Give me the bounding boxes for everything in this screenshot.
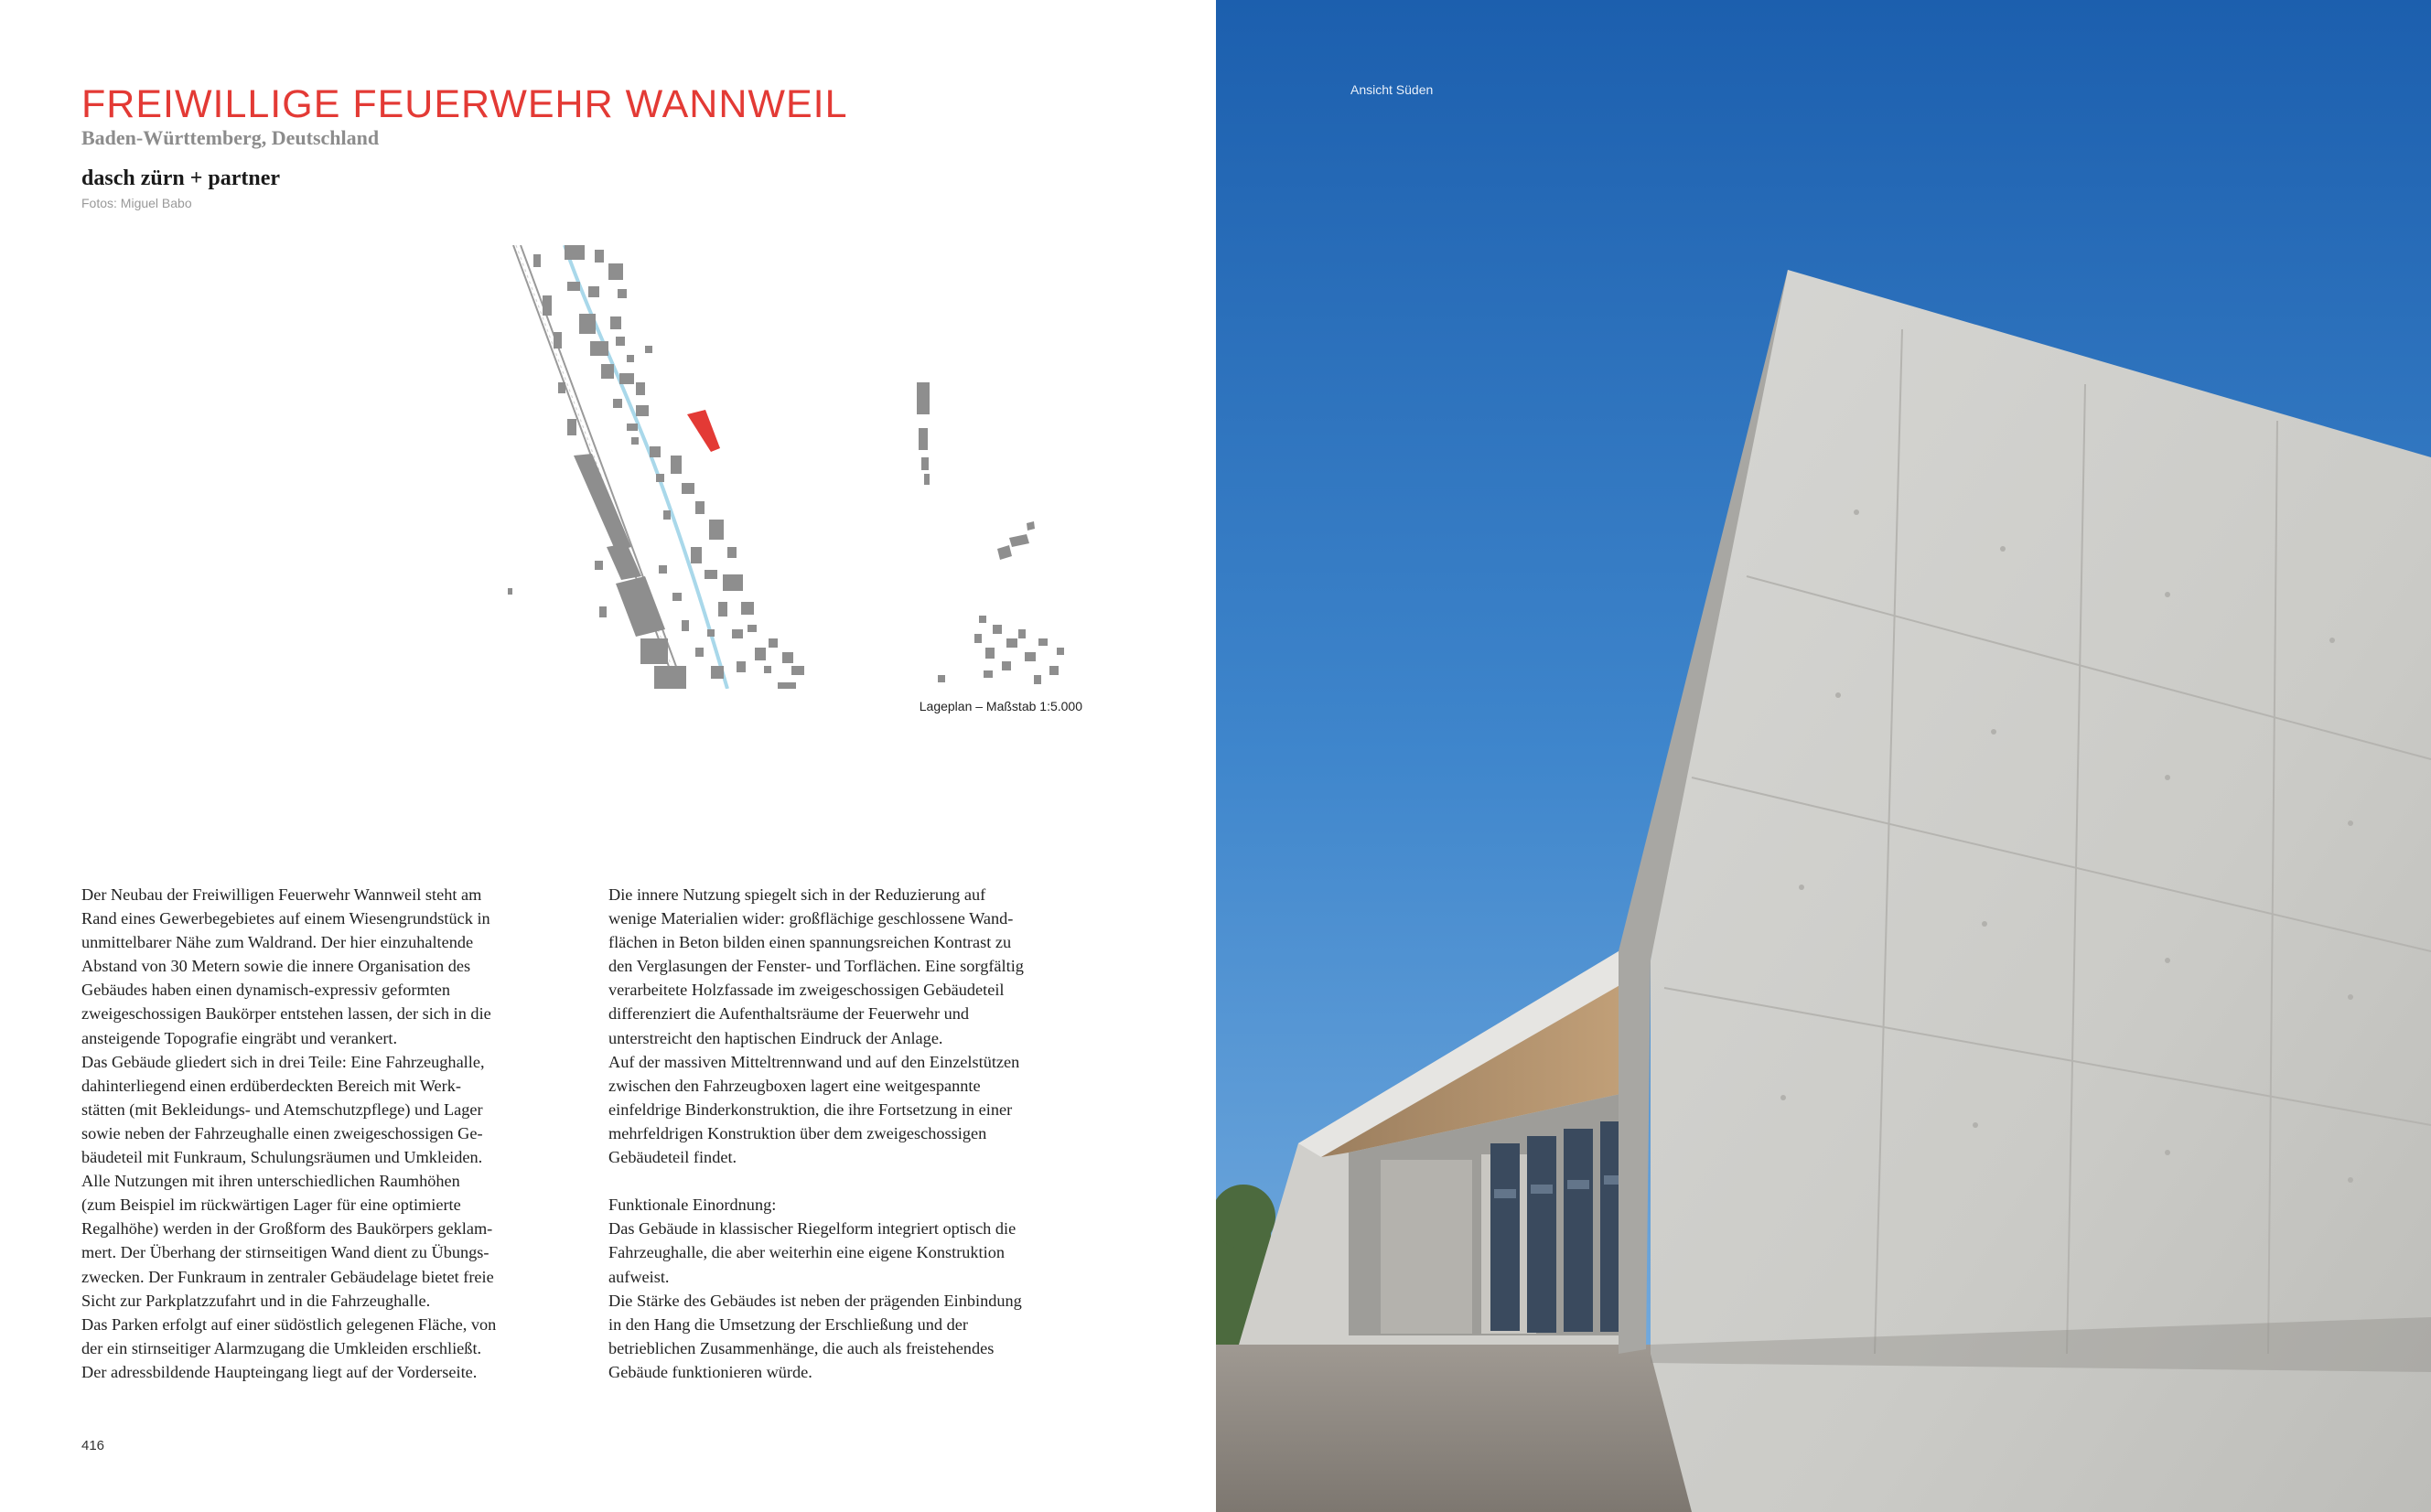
text-line: sowie neben der Fahrzeughalle einen zweigeschossigen Ge-	[81, 1123, 483, 1142]
text-line: dahinterliegend einen erdüberdeckten Bereich mit Werk-	[81, 1076, 461, 1095]
text-line: bäudeteil mit Funkraum, Schulungsräumen und Umkleiden.	[81, 1148, 483, 1167]
site-plan-map	[508, 245, 1084, 689]
text-line: Gebäude funktionieren würde.	[608, 1362, 812, 1381]
text-line: Gebäudes haben einen dynamisch-expressiv geformten	[81, 981, 451, 1000]
text-line: Rand eines Gewerbegebietes auf einem Wiesengrundstück in	[81, 909, 490, 928]
building-photo-illustration	[1216, 0, 2431, 1512]
text-line: stätten (mit Bekleidungs- und Atemschutzpflege) und Lager	[81, 1099, 483, 1119]
text-line: den Verglasungen der Fenster- und Torflächen. Eine sorgfältig	[608, 957, 1024, 976]
text-line: Die Stärke des Gebäudes ist neben der prägenden Einbindung	[608, 1291, 1022, 1310]
photo-credit: Fotos: Miguel Babo	[81, 196, 192, 210]
text-line: zweigeschossigen Baukörper entstehen lassen, der sich in die	[81, 1004, 491, 1024]
text-line: Sicht zur Parkplatzzufahrt und in die Fahrzeughalle.	[81, 1291, 431, 1310]
text-line: unmittelbarer Nähe zum Waldrand. Der hier einzuhaltende	[81, 933, 474, 952]
text-line: mert. Der Überhang der stirnseitigen Wand dient zu Übungs-	[81, 1243, 489, 1262]
text-line: Fahrzeughalle, die aber weiterhin eine eigene Konstruktion	[608, 1243, 1006, 1262]
text-line: Gebäudeteil findet.	[608, 1148, 737, 1167]
body-text-left	[81, 883, 557, 1384]
body-text-right	[608, 883, 1084, 1384]
text-line: der ein stirnseitiger Alarmzugang die Umkleiden erschließt.	[81, 1338, 482, 1357]
text-line: Der Neubau der Freiwilligen Feuerwehr Wannweil steht am	[81, 885, 482, 904]
text-line: Das Gebäude gliedert sich in drei Teile: Eine Fahrzeughalle,	[81, 1052, 485, 1071]
text-line: zwischen den Fahrzeugboxen lagert eine weitgespannte	[608, 1076, 981, 1095]
text-line: wenige Materialien wider: großflächige geschlossene Wand-	[608, 909, 1014, 928]
text-line: Das Parken erfolgt auf einer südöstlich gelegenen Fläche, von	[81, 1314, 497, 1334]
text-line: Regalhöhe) werden in der Großform des Baukörpers geklam-	[81, 1219, 493, 1239]
text-line: Der adressbildende Haupteingang liegt auf der Vorderseite.	[81, 1362, 478, 1381]
text-line: zwecken. Der Funkraum in zentraler Gebäudelage bietet freie	[81, 1267, 494, 1286]
text-line: (zum Beispiel im rückwärtigen Lager für eine optimierte	[81, 1196, 461, 1215]
text-line: verarbeitete Holzfassade im zweigeschossigen Gebäudeteil	[608, 981, 1005, 1000]
project-title: FREIWILLIGE FEUERWEHR WANNWEIL	[81, 82, 848, 126]
page-number: 416	[81, 1438, 105, 1453]
photo-label: Ansicht Süden	[1350, 82, 1434, 97]
text-line: einfeldrige Binderkonstruktion, die ihre Fortsetzung in einer	[608, 1099, 1013, 1119]
text-line: Abstand von 30 Metern sowie die innere Organisation des	[81, 957, 471, 976]
site-plan-drawing	[508, 245, 1084, 689]
building-photo	[1216, 0, 2431, 1512]
text-line: Auf der massiven Mitteltrennwand und auf den Einzelstützen	[608, 1052, 1020, 1071]
text-line: ansteigende Topografie eingräbt und verankert.	[81, 1028, 398, 1047]
text-line: in den Hang die Umsetzung der Erschließung und der	[608, 1314, 968, 1334]
site-plan-caption: Lageplan – Maßstab 1:5.000	[919, 699, 1082, 713]
text-line: Das Gebäude in klassischer Riegelform integriert optisch die	[608, 1219, 1017, 1239]
text-line: Alle Nutzungen mit ihren unterschiedlichen Raumhöhen	[81, 1172, 460, 1191]
project-site-marker	[687, 410, 720, 452]
architect-name: dasch zürn + partner	[81, 166, 281, 190]
text-line: Die innere Nutzung spiegelt sich in der Reduzierung auf	[608, 885, 986, 904]
right-page	[1216, 0, 2431, 1512]
text-line: betrieblichen Zusammenhänge, die auch als freistehendes	[608, 1338, 995, 1357]
text-line	[608, 1169, 1084, 1193]
text-line: flächen in Beton bilden einen spannungsreichen Kontrast zu	[608, 933, 1012, 952]
text-line: mehrfeldrigen Konstruktion über dem zweigeschossigen	[608, 1123, 987, 1142]
text-line: aufweist.	[608, 1267, 670, 1286]
text-line: unterstreicht den haptischen Eindruck der Anlage.	[608, 1028, 943, 1047]
section-heading: Funktionale Einordnung:	[608, 1196, 777, 1215]
project-location: Baden-Württemberg, Deutschland	[81, 126, 380, 149]
text-line: differenziert die Aufenthaltsräume der Feuerwehr und	[608, 1004, 970, 1024]
